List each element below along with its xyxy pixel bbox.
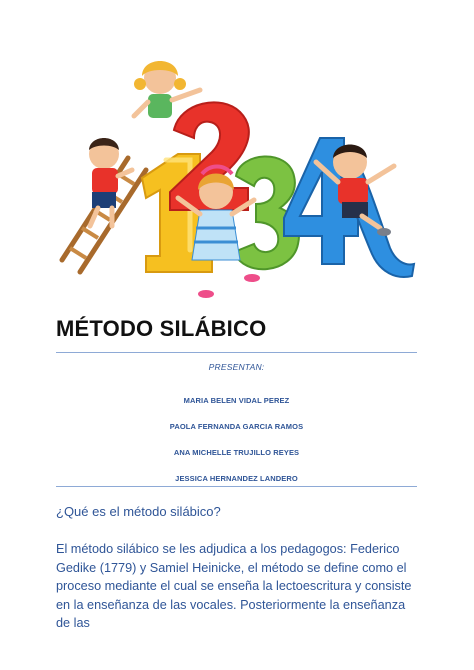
divider-bottom (56, 486, 417, 487)
presenter-name: ANA MICHELLE TRUJILLO REYES (173, 448, 300, 457)
divider-top (56, 352, 417, 353)
presenter-name: JESSICA HERNANDEZ LANDERO (175, 474, 298, 483)
section-question-heading: ¿Qué es el método silábico? (56, 504, 221, 519)
presenters-label: PRESENTAN: (208, 362, 265, 372)
presenter-name: PAOLA FERNANDA GARCIA RAMOS (169, 422, 304, 431)
presenter-name: MARIA BELEN VIDAL PEREZ (183, 396, 290, 405)
body-paragraph: El método silábico se les adjudica a los pedagogos: Federico Gedike (1779) y Samiel Heinicke, el método se define como el proceso mediante el cual se enseña la lectoescritura y consiste en la enseñanza de las vocales. Posteriormente la enseñanza de las (56, 542, 412, 630)
document-title: MÉTODO SILÁBICO (56, 316, 267, 341)
presenters-block (56, 358, 417, 492)
children-numbers-illustration (50, 50, 420, 305)
boy-left-icon (89, 138, 132, 226)
